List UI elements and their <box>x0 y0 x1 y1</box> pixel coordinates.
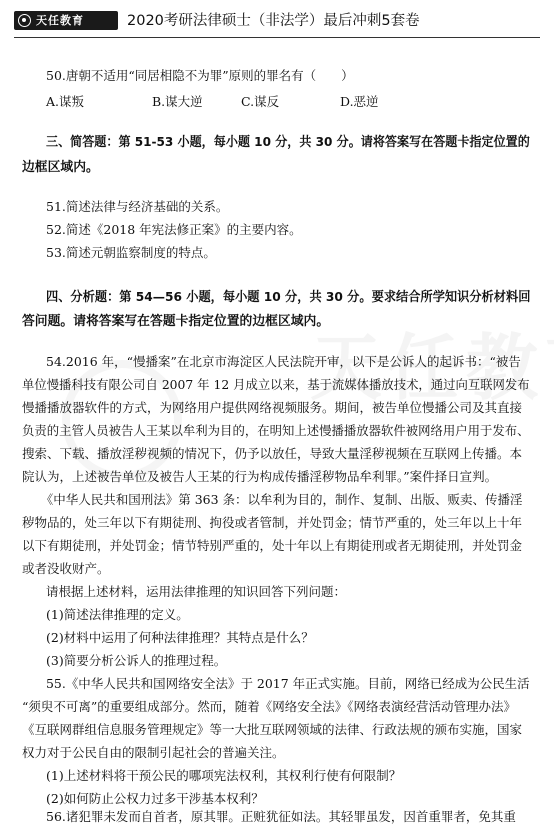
section3-heading-line1: 三、简答题：第 51-53 小题，每小题 10 分，共 30 分。请将答案写在答题卡指定位置的 <box>46 135 530 150</box>
q55-line: 权力对于公民自由的限制引起社会的普遍关注。 <box>22 745 285 760</box>
q54-line: 院认为，上述被告单位及被告人王某的行为构成传播淫秽物品牟利罪。”案件择日宣判。 <box>22 469 498 484</box>
page-header <box>0 0 554 40</box>
q54-line: 负责的主管人员被告人王某以牟利为目的，在明知上述慢播播放器软件被网络用户用于发布、 <box>22 423 530 438</box>
q55-sub-1: (1)上述材料将干预公民的哪项宪法权利，其权利行使有何限制？ <box>46 768 402 783</box>
q54-line: 慢播播放器软件的方式，为网络用户提供网络视频服务。期间，被告单位慢播公司及其直接 <box>22 400 523 415</box>
q54-sub-3: (3)简要分析公诉人的推理过程。 <box>46 653 227 668</box>
q50-option-a: A.谋叛 <box>46 94 85 109</box>
q56-line: 56.诸犯罪未发而自首者，原其罪。正赃犹征如法。其轻罪虽发，因首重罪者，免其重 <box>46 809 516 824</box>
q55-line: “须臾不可离”的重要组成部分。然而，随着《网络安全法》《网络表演经营活动管理办法》 <box>22 699 517 714</box>
q54-prompt: 请根据上述材料，运用法律推理的知识回答下列问题： <box>46 584 347 599</box>
q54-sub-2: (2)材料中运用了何种法律推理？其特点是什么？ <box>46 630 314 645</box>
q50-option-b: B.谋大逆 <box>152 94 203 109</box>
logo-text: 天任教育 <box>36 14 84 27</box>
q50-option-c: C.谋反 <box>241 94 280 109</box>
q54-line: 秽物品的，处三年以下有期徒刑、拘役或者管制，并处罚金；情节严重的，处三年以上十年 <box>22 515 523 530</box>
q55-line: 《互联网群组信息服务管理规定》等一大批互联网领域的法律、行政法规的颁布实施，国家 <box>22 722 523 737</box>
section4-heading-line2: 答问题。请将答案写在答题卡指定位置的边框区域内。 <box>22 314 330 329</box>
q55-line: 55.《中华人民共和国网络安全法》于 2017 年正式实施。目前，网络已经成为公民生活 <box>46 676 530 691</box>
section3-heading-line2: 边框区域内。 <box>22 160 99 175</box>
q55-sub-2: (2)如何防止公权力过多干涉基本权利？ <box>46 791 264 806</box>
q50-stem: 50.唐朝不适用“同居相隐不为罪”原则的罪名有（ ） <box>46 68 354 83</box>
q51: 51.简述法律与经济基础的关系。 <box>46 199 229 214</box>
brand-logo <box>14 11 118 30</box>
q54-line: 54.2016 年，“慢播案”在北京市海淀区人民法院开审，以下是公诉人的起诉书：“被告 <box>46 354 521 369</box>
q54-line: 单位慢播科技有限公司自 2007 年 12 月成立以来，基于流媒体播放技术，通过向互联网发布 <box>22 377 530 392</box>
logo-circle-icon <box>18 14 31 27</box>
q54-line: 以下有期徒刑，并处罚金；情节特别严重的，处十年以上有期徒刑或者无期徒刑，并处罚金 <box>22 538 523 553</box>
q54-line: 搜索、下载、播放淫秽视频的情况下，仍予以放任，导致大量淫秽视频在互联网上传播。本 <box>22 446 523 461</box>
q54-sub-1: (1)简述法律推理的定义。 <box>46 607 189 622</box>
q54-line: 《中华人民共和国刑法》第 363 条：以牟利为目的，制作、复制、出版、贩卖、传播淫 <box>22 492 523 507</box>
section4-heading-line1: 四、分析题：第 54—56 小题，每小题 10 分，共 30 分。要求结合所学知识分析材料回 <box>46 290 531 305</box>
q52: 52.简述《2018 年宪法修正案》的主要内容。 <box>46 222 302 237</box>
header-divider <box>14 37 540 38</box>
document-title: 2020考研法律硕士（非法学）最后冲刺5套卷 <box>127 13 420 29</box>
q50-option-d: D.恶逆 <box>340 94 379 109</box>
q54-line: 或者没收财产。 <box>22 561 110 576</box>
q53: 53.简述元朝监察制度的特点。 <box>46 245 216 260</box>
